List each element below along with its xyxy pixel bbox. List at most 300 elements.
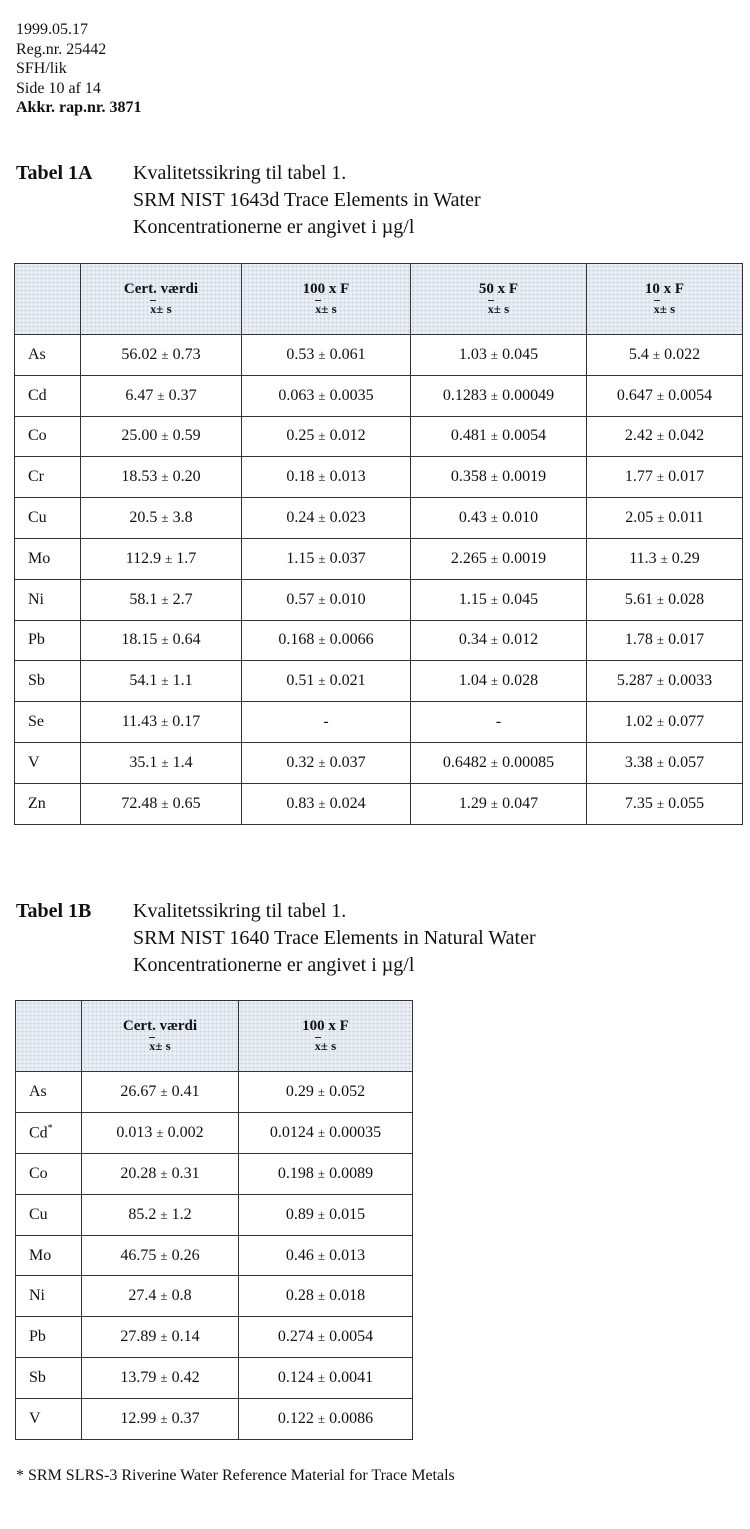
element-cell	[15, 661, 81, 702]
plus-minus-symbol: ±	[160, 1247, 168, 1263]
value-cell	[242, 538, 411, 579]
value-cell	[242, 742, 411, 783]
table-1b	[15, 1000, 413, 1440]
element-cell	[16, 1072, 82, 1113]
value-cell	[81, 783, 242, 824]
mean-pm-s-label	[239, 1036, 412, 1056]
uncertainty: 0.37	[168, 386, 197, 404]
value-cell	[82, 1276, 239, 1317]
value: 5.287	[616, 672, 653, 690]
element-cell	[16, 1276, 82, 1317]
value: 0.0124	[269, 1123, 314, 1141]
element-cell	[16, 1317, 82, 1358]
plus-minus-symbol: ±	[318, 632, 326, 648]
plus-minus-symbol: ±	[656, 469, 665, 485]
table-1b-label: Tabel 1B	[16, 900, 92, 922]
value-cell	[81, 742, 242, 783]
header-initials: SFH/lik	[16, 60, 67, 77]
uncertainty: 0.042	[668, 427, 705, 445]
mean-pm-s-label	[82, 1036, 238, 1056]
value-cell	[242, 702, 411, 743]
plus-minus-symbol: ±	[656, 387, 665, 403]
value: 18.53	[121, 468, 158, 486]
element-cell	[15, 498, 81, 539]
uncertainty: 0.0054	[502, 427, 547, 445]
element-symbol: As	[28, 345, 46, 363]
mean-pm-s-label	[81, 299, 241, 319]
plus-minus-symbol: ±	[318, 346, 326, 362]
table-1a-label: Tabel 1A	[16, 162, 93, 184]
corner-header-cell	[16, 1001, 82, 1072]
element-cell	[15, 416, 81, 457]
element-symbol: Co	[29, 1164, 48, 1182]
plus-minus-symbol: ±	[490, 550, 499, 566]
value-cell	[242, 620, 411, 661]
uncertainty: 0.012	[502, 631, 539, 649]
value-cell	[587, 579, 743, 620]
value: 1.04	[458, 672, 487, 690]
plus-minus-symbol: ±	[317, 1083, 326, 1099]
x-bar-symbol: x	[149, 1036, 155, 1056]
plus-minus-symbol: ±	[161, 795, 169, 811]
value-cell	[242, 783, 411, 824]
element-cell	[16, 1358, 82, 1399]
plus-minus-symbol: ±	[490, 346, 499, 362]
plus-minus-symbol: ±	[490, 632, 499, 648]
plus-minus-symbol: ±	[160, 1370, 168, 1386]
x-bar-symbol: x	[654, 299, 660, 319]
plus-minus-symbol: ±	[317, 1206, 326, 1222]
plus-minus-symbol: ±	[161, 510, 169, 526]
uncertainty: 0.047	[502, 794, 539, 812]
element-cell	[15, 375, 81, 416]
uncertainty: 0.0033	[668, 672, 713, 690]
uncertainty: 0.052	[329, 1082, 366, 1100]
x-bar-symbol: x	[315, 299, 321, 319]
uncertainty: 0.26	[171, 1246, 200, 1264]
plus-minus-symbol: ±	[160, 1083, 168, 1099]
uncertainty: 0.00085	[502, 753, 555, 771]
uncertainty: 0.077	[668, 713, 705, 731]
plus-minus-symbol: ±	[161, 673, 169, 689]
uncertainty: 0.017	[668, 631, 705, 649]
value: 0.274	[277, 1328, 314, 1346]
element-cell	[15, 620, 81, 661]
uncertainty: 0.028	[502, 672, 539, 690]
mean-pm-s-label	[411, 299, 586, 319]
value: 0.1283	[442, 386, 487, 404]
x-bar-symbol: x	[150, 299, 156, 319]
mean-pm-s-label	[242, 299, 410, 319]
value-cell	[587, 620, 743, 661]
column-header-label: 10 x F	[644, 281, 685, 297]
footnote-marker: *	[47, 1123, 53, 1135]
uncertainty: 0.17	[172, 713, 201, 731]
value-cell	[242, 661, 411, 702]
plus-minus-symbol: ±	[656, 632, 665, 648]
table-row	[15, 375, 743, 416]
table-row	[16, 1153, 413, 1194]
value: 0.063	[278, 386, 315, 404]
uncertainty: 0.29	[671, 549, 700, 567]
value-cell	[411, 457, 587, 498]
uncertainty: 0.0089	[329, 1164, 374, 1182]
value-cell	[242, 335, 411, 376]
uncertainty: 0.0035	[329, 386, 374, 404]
mean-pm-s-label	[587, 299, 742, 319]
header-reg-number: Reg.nr. 25442	[16, 40, 107, 58]
plus-minus-symbol: ±	[317, 1124, 326, 1140]
element-symbol: Cd	[29, 1124, 48, 1142]
value: 3.38	[624, 753, 653, 771]
table-1a-title-line-3: Koncentrationerne er angivet i µg/l	[133, 216, 415, 238]
column-header-0	[81, 264, 242, 335]
value-cell	[242, 375, 411, 416]
value-cell	[81, 498, 242, 539]
value: 0.18	[286, 468, 315, 486]
value-cell	[82, 1235, 239, 1276]
plus-minus-symbol: ±	[656, 591, 665, 607]
value-cell	[411, 579, 587, 620]
column-header-label: 50 x F	[478, 281, 519, 297]
value: 7.35	[624, 794, 653, 812]
plus-minus-symbol: ±	[490, 469, 499, 485]
table-row	[15, 702, 743, 743]
value-cell	[411, 783, 587, 824]
footnote: * SRM SLRS-3 Riverine Water Reference Material for Trace Metals	[16, 1467, 455, 1484]
uncertainty: 0.0086	[329, 1410, 374, 1428]
value-cell	[587, 702, 743, 743]
table-row	[15, 742, 743, 783]
value: 0.25	[286, 427, 315, 445]
uncertainty: 0.002	[167, 1123, 204, 1141]
column-header-label: 100 x F	[302, 281, 350, 297]
value-cell	[587, 375, 743, 416]
table-row	[16, 1399, 413, 1440]
uncertainty: 0.045	[502, 345, 539, 363]
plus-minus-symbol: ±	[317, 1329, 326, 1345]
plus-minus-symbol: ±	[161, 346, 169, 362]
table-row	[16, 1235, 413, 1276]
table-1a	[14, 263, 743, 825]
table-1a-header-row	[15, 264, 743, 335]
value-cell	[239, 1072, 413, 1113]
uncertainty: 0.41	[171, 1082, 200, 1100]
element-cell	[16, 1399, 82, 1440]
uncertainty: 1.1	[172, 672, 193, 690]
table-row	[15, 538, 743, 579]
plus-minus-symbol: ±	[657, 510, 665, 526]
plus-minus-symbol: ±	[317, 1247, 326, 1263]
table-1b-header-row	[16, 1001, 413, 1072]
plus-minus-symbol: ±	[160, 1329, 168, 1345]
plus-minus-symbol: ±	[490, 510, 499, 526]
plus-minus-symbol: ±	[660, 550, 668, 566]
value-cell	[587, 335, 743, 376]
value-cell	[587, 661, 743, 702]
value-cell	[82, 1072, 239, 1113]
pm-s-symbol: ± s	[321, 301, 337, 316]
corner-header-cell	[15, 264, 81, 335]
table-row	[15, 579, 743, 620]
value-cell	[411, 416, 587, 457]
pm-s-symbol: ± s	[659, 301, 676, 316]
value: 0.358	[450, 468, 487, 486]
uncertainty: 0.0041	[329, 1369, 374, 1387]
column-header-label: Cert. værdi	[123, 281, 199, 297]
plus-minus-symbol: ±	[161, 428, 169, 444]
value: 0.122	[277, 1410, 314, 1428]
plus-minus-symbol: ±	[318, 387, 326, 403]
plus-minus-symbol: ±	[318, 510, 326, 526]
uncertainty: 0.73	[172, 345, 201, 363]
uncertainty: 0.022	[664, 345, 701, 363]
column-header-0	[82, 1001, 239, 1072]
x-bar-symbol: x	[315, 1036, 321, 1056]
value-cell	[239, 1358, 413, 1399]
value-cell	[82, 1112, 239, 1153]
value-cell	[81, 457, 242, 498]
uncertainty: 0.061	[329, 345, 366, 363]
plus-minus-symbol: ±	[161, 754, 169, 770]
uncertainty: 0.017	[668, 468, 705, 486]
value-cell	[239, 1194, 413, 1235]
uncertainty: 0.018	[329, 1287, 366, 1305]
uncertainty: 0.59	[172, 427, 201, 445]
header-report-number: Akkr. rap.nr. 3871	[16, 99, 142, 116]
uncertainty: 2.7	[172, 590, 193, 608]
table-row	[16, 1358, 413, 1399]
pm-s-symbol: ± s	[156, 301, 172, 316]
column-header-1	[242, 264, 411, 335]
value-cell	[81, 702, 242, 743]
plus-minus-symbol: ±	[490, 428, 499, 444]
header-page-number: Side 10 af 14	[16, 79, 101, 97]
uncertainty: 0.8	[171, 1287, 192, 1305]
value: 0.29	[285, 1082, 314, 1100]
element-cell	[15, 335, 81, 376]
uncertainty: 0.0054	[329, 1328, 374, 1346]
value-cell	[411, 702, 587, 743]
element-cell	[15, 702, 81, 743]
plus-minus-symbol: ±	[161, 714, 169, 730]
uncertainty: 0.0054	[668, 386, 713, 404]
uncertainty: 0.028	[668, 590, 705, 608]
uncertainty: 0.37	[171, 1410, 200, 1428]
value-cell	[411, 742, 587, 783]
plus-minus-symbol: ±	[490, 673, 499, 689]
plus-minus-symbol: ±	[656, 754, 665, 770]
value: 56.02	[121, 345, 158, 363]
uncertainty: 1.2	[171, 1205, 192, 1223]
uncertainty: 0.057	[668, 753, 705, 771]
plus-minus-symbol: ±	[161, 632, 169, 648]
table-row	[15, 416, 743, 457]
element-symbol: Sb	[29, 1369, 46, 1387]
plus-minus-symbol: ±	[318, 591, 326, 607]
value-cell	[81, 538, 242, 579]
element-symbol: Ni	[29, 1287, 45, 1305]
uncertainty: 3.8	[172, 509, 193, 527]
element-symbol: Cu	[28, 509, 47, 527]
plus-minus-symbol: ±	[490, 387, 499, 403]
value-cell	[411, 335, 587, 376]
value-cell	[239, 1276, 413, 1317]
element-symbol: As	[29, 1082, 47, 1100]
value: 1.29	[458, 794, 487, 812]
element-symbol: Ni	[28, 590, 44, 608]
element-symbol: Pb	[28, 631, 45, 649]
table-row	[15, 335, 743, 376]
value: 1.03	[458, 345, 487, 363]
plus-minus-symbol: ±	[317, 1165, 326, 1181]
value: 2.05	[625, 509, 654, 527]
value: 0.83	[286, 794, 315, 812]
value: -	[495, 713, 502, 731]
table-row	[16, 1072, 413, 1113]
value: 0.013	[116, 1123, 153, 1141]
plus-minus-symbol: ±	[656, 673, 665, 689]
value: 20.5	[129, 509, 158, 527]
table-row	[15, 498, 743, 539]
element-symbol: V	[29, 1410, 41, 1428]
value: 46.75	[120, 1246, 157, 1264]
element-cell	[16, 1153, 82, 1194]
value-cell	[81, 335, 242, 376]
value: 2.42	[624, 427, 653, 445]
uncertainty: 0.64	[172, 631, 201, 649]
value-cell	[81, 661, 242, 702]
uncertainty: 0.021	[329, 672, 366, 690]
value-cell	[411, 375, 587, 416]
value: 0.43	[458, 509, 487, 527]
value: 54.1	[129, 672, 158, 690]
value: 1.02	[624, 713, 653, 731]
value-cell	[411, 620, 587, 661]
plus-minus-symbol: ±	[490, 591, 499, 607]
value: 0.51	[286, 672, 315, 690]
uncertainty: 0.00035	[329, 1123, 382, 1141]
uncertainty: 0.037	[329, 753, 366, 771]
plus-minus-symbol: ±	[656, 714, 665, 730]
table-row	[15, 661, 743, 702]
element-symbol: Pb	[29, 1328, 46, 1346]
element-symbol: Se	[28, 713, 44, 731]
column-header-1	[239, 1001, 413, 1072]
element-cell	[15, 742, 81, 783]
value: 0.32	[286, 753, 315, 771]
table-1b-title-line-3: Koncentrationerne er angivet i µg/l	[133, 954, 415, 976]
plus-minus-symbol: ±	[490, 754, 499, 770]
table-row	[15, 620, 743, 661]
value: 0.6482	[442, 753, 487, 771]
value-cell	[242, 416, 411, 457]
value: 0.53	[286, 345, 315, 363]
uncertainty: 0.055	[668, 794, 705, 812]
value: 0.647	[616, 386, 653, 404]
value: 0.57	[286, 590, 315, 608]
uncertainty: 0.31	[171, 1164, 200, 1182]
header-date: 1999.05.17	[16, 21, 88, 38]
element-symbol: Cr	[28, 468, 44, 486]
value-cell	[242, 498, 411, 539]
pm-s-symbol: ± s	[320, 1038, 337, 1053]
element-cell	[15, 579, 81, 620]
element-cell	[15, 783, 81, 824]
plus-minus-symbol: ±	[317, 1370, 326, 1386]
plus-minus-symbol: ±	[165, 550, 173, 566]
plus-minus-symbol: ±	[161, 469, 169, 485]
value: 35.1	[129, 753, 158, 771]
pm-s-symbol: ± s	[155, 1038, 171, 1053]
plus-minus-symbol: ±	[490, 795, 499, 811]
value: 5.4	[628, 345, 649, 363]
uncertainty: 0.011	[668, 509, 704, 527]
value: 18.15	[121, 631, 158, 649]
value: 112.9	[125, 549, 162, 567]
uncertainty: 0.023	[329, 509, 366, 527]
pm-s-symbol: ± s	[493, 301, 510, 316]
value-cell	[82, 1194, 239, 1235]
element-symbol: Sb	[28, 672, 45, 690]
uncertainty: 0.012	[329, 427, 366, 445]
element-symbol: Mo	[29, 1246, 52, 1264]
value-cell	[239, 1317, 413, 1358]
value: 2.265	[450, 549, 487, 567]
uncertainty: 0.65	[172, 794, 201, 812]
element-symbol: Mo	[28, 549, 51, 567]
value-cell	[82, 1153, 239, 1194]
table-row	[15, 783, 743, 824]
value-cell	[411, 538, 587, 579]
value: 6.47	[125, 386, 154, 404]
x-bar-symbol: x	[488, 299, 494, 319]
plus-minus-symbol: ±	[156, 1124, 164, 1140]
value-cell	[587, 457, 743, 498]
element-symbol: Cd	[28, 386, 47, 404]
value: 0.481	[450, 427, 487, 445]
table-row	[15, 457, 743, 498]
value: 0.198	[277, 1164, 314, 1182]
plus-minus-symbol: ±	[160, 1206, 168, 1222]
plus-minus-symbol: ±	[160, 1165, 168, 1181]
value-cell	[82, 1399, 239, 1440]
value: 5.61	[624, 590, 653, 608]
element-symbol: Zn	[28, 794, 46, 812]
plus-minus-symbol: ±	[318, 428, 326, 444]
value: 0.168	[278, 631, 315, 649]
plus-minus-symbol: ±	[157, 387, 165, 403]
value: 85.2	[128, 1205, 157, 1223]
value: 0.46	[285, 1246, 314, 1264]
uncertainty: 0.0066	[329, 631, 374, 649]
table-row	[16, 1194, 413, 1235]
value: 20.28	[120, 1164, 157, 1182]
value: 0.28	[285, 1287, 314, 1305]
value-cell	[82, 1317, 239, 1358]
value: 0.24	[286, 509, 315, 527]
plus-minus-symbol: ±	[318, 550, 326, 566]
value-cell	[242, 457, 411, 498]
column-header-2	[411, 264, 587, 335]
plus-minus-symbol: ±	[317, 1411, 326, 1427]
uncertainty: 0.013	[329, 1246, 366, 1264]
uncertainty: 0.024	[329, 794, 366, 812]
value: 26.67	[120, 1082, 157, 1100]
uncertainty: 0.14	[171, 1328, 200, 1346]
element-symbol: Co	[28, 427, 47, 445]
value-cell	[242, 579, 411, 620]
